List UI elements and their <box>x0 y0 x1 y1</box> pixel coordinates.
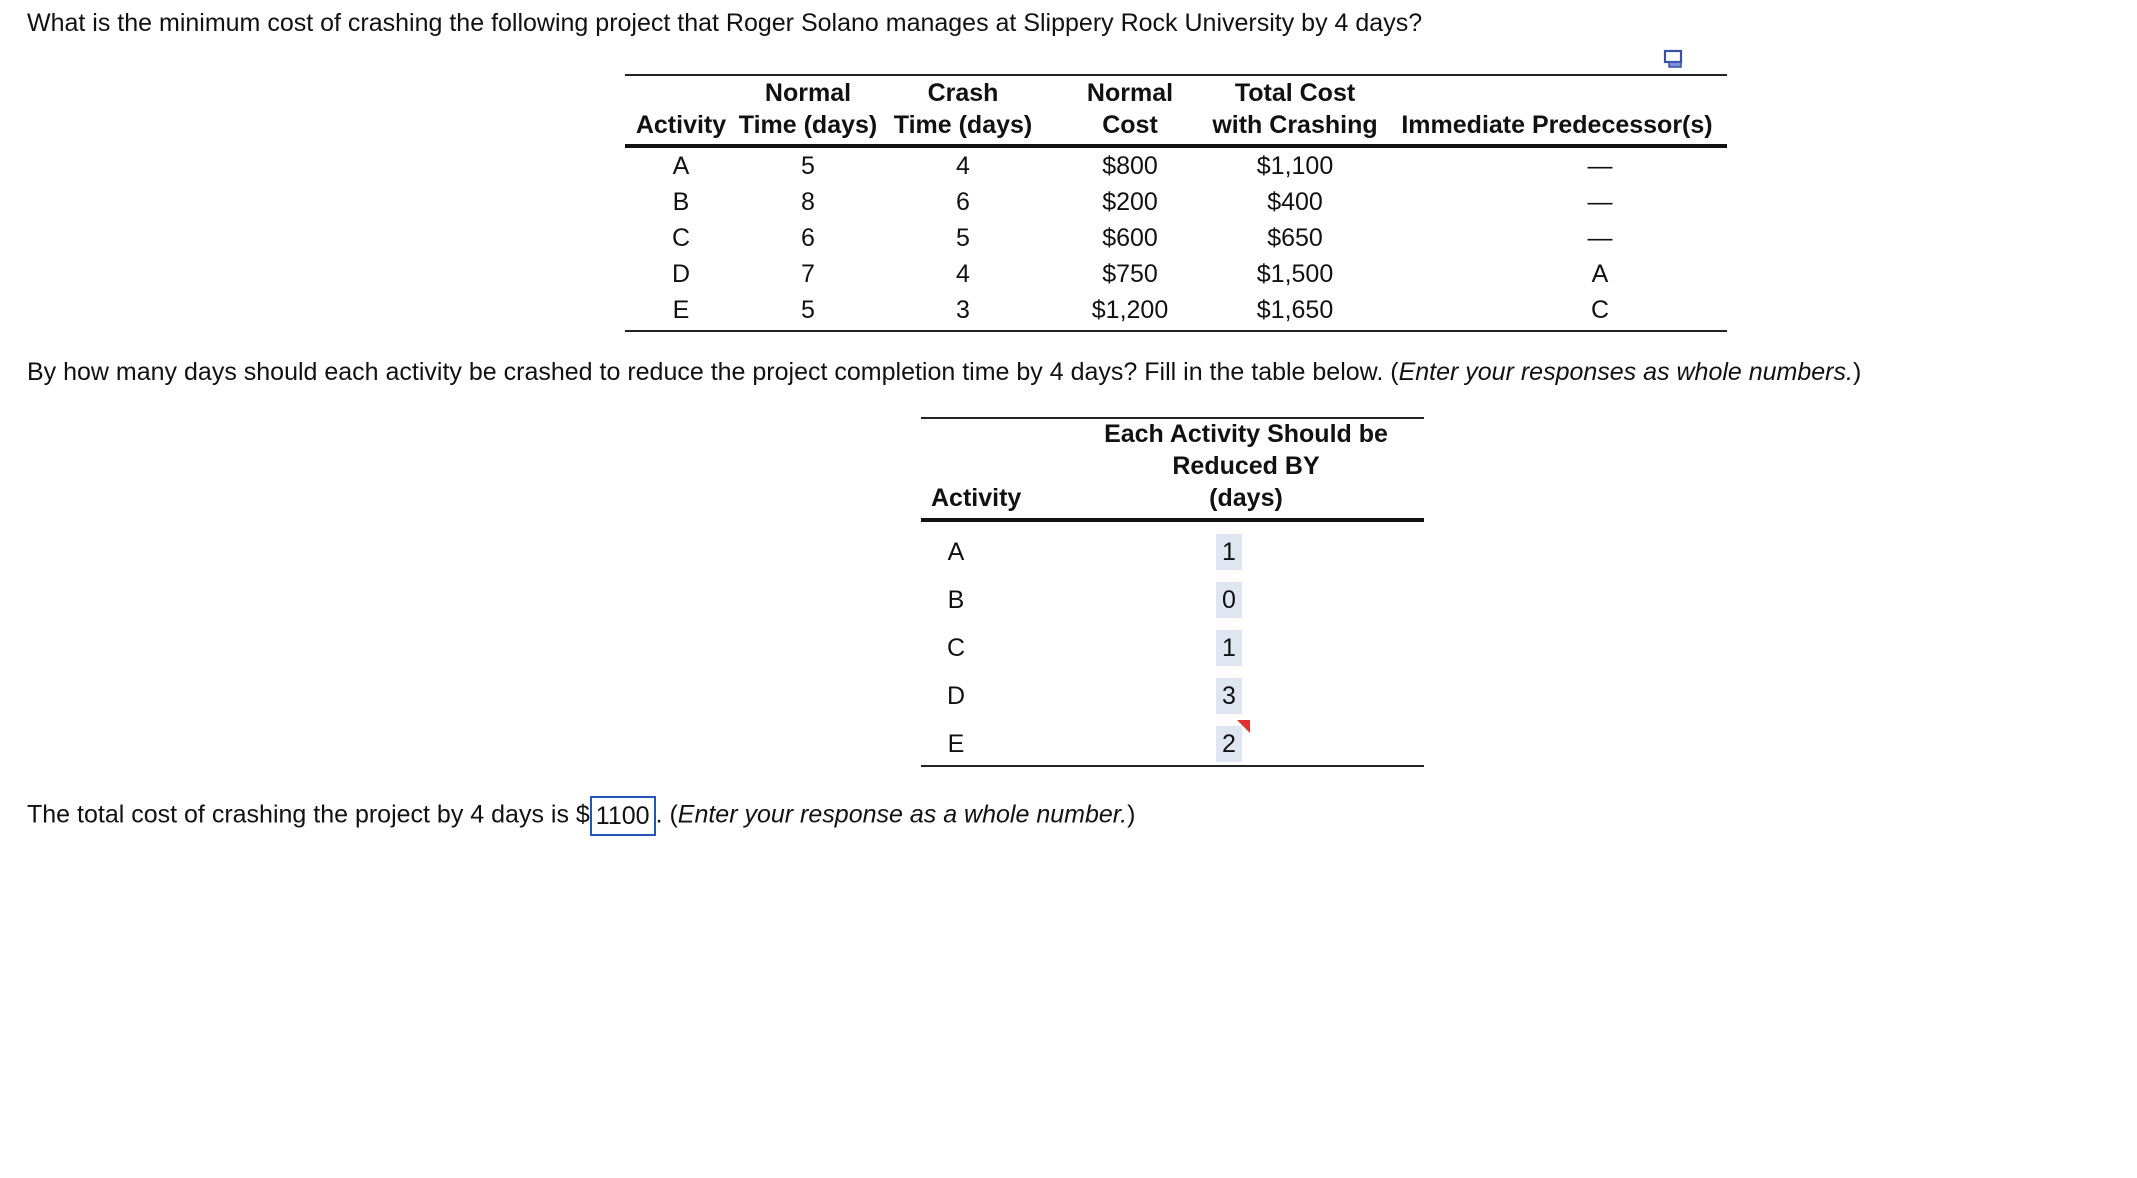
cell-predecessor: C <box>1590 296 1610 324</box>
cell-normal-cost: $600 <box>1102 224 1158 252</box>
col-reduce-header-3: (days) <box>1209 484 1283 512</box>
cell-predecessor: — <box>1587 152 1613 180</box>
part2-prompt-end: ) <box>1852 358 1862 386</box>
answer-field-e[interactable] <box>1216 726 1242 762</box>
part3-suffix-end: ) <box>1127 800 1136 829</box>
cell-activity: E <box>672 296 690 324</box>
part3-suffix-pre: . ( <box>655 800 678 829</box>
cell-normal-time: 8 <box>801 188 815 216</box>
cell-total-cost: $400 <box>1267 188 1323 216</box>
col-normal-cost-header-2: Cost <box>1102 111 1158 139</box>
cell-crash-time: 4 <box>956 152 970 180</box>
col-crash-time-header-2: Time (days) <box>893 111 1033 139</box>
cell-activity: B <box>672 188 690 216</box>
col-reduce-header-1: Each Activity Should be <box>1104 420 1388 448</box>
copy-table-icon[interactable] <box>1663 48 1685 70</box>
cell-normal-cost: $1,200 <box>1091 296 1169 324</box>
incorrect-flag-icon <box>1237 720 1250 733</box>
cell-crash-time: 3 <box>956 296 970 324</box>
table-row <box>921 624 1424 672</box>
table-row <box>921 672 1424 720</box>
col-crash-time-header-1: Crash <box>927 79 999 107</box>
cell-crash-time: 5 <box>956 224 970 252</box>
answer-field-d[interactable] <box>1216 678 1242 714</box>
col-total-cost-header-1: Total Cost <box>1234 79 1356 107</box>
table-row <box>625 220 1727 256</box>
cell-normal-cost: $800 <box>1102 152 1158 180</box>
cell-total-cost: $1,100 <box>1256 152 1334 180</box>
col-normal-time-header-1: Normal <box>764 79 852 107</box>
cell-predecessor: — <box>1587 188 1613 216</box>
table-row <box>625 256 1727 292</box>
question-text: What is the minimum cost of crashing the following project that Roger Solano manages at Slippery Rock University by 4 days? <box>27 9 1423 37</box>
cell-normal-time: 5 <box>801 296 815 324</box>
part2-prompt <box>27 358 1861 387</box>
part3-line <box>27 800 1135 832</box>
cell-normal-time: 6 <box>801 224 815 252</box>
cell-activity: D <box>946 682 966 710</box>
cell-activity: C <box>946 634 966 662</box>
part2-prompt-text: By how many days should each activity be crashed to reduce the project completion time by 4 days? Fill in the table below. ( <box>27 358 1399 386</box>
cell-activity: A <box>947 538 965 566</box>
cell-total-cost: $1,650 <box>1256 296 1334 324</box>
part2-prompt-italic: Enter your responses as whole numbers. <box>1398 358 1853 386</box>
table1-bottom-rule <box>625 330 1727 332</box>
cell-normal-time: 7 <box>801 260 815 288</box>
table1-header <box>625 77 1727 143</box>
cell-total-cost: $1,500 <box>1256 260 1334 288</box>
table-row <box>921 528 1424 576</box>
cell-activity: A <box>672 152 690 180</box>
cell-crash-time: 6 <box>956 188 970 216</box>
cell-crash-time: 4 <box>956 260 970 288</box>
col-normal-cost-header-1: Normal <box>1086 79 1174 107</box>
table-row <box>921 576 1424 624</box>
answer-field-b[interactable] <box>1216 582 1242 618</box>
answer-field-c[interactable] <box>1216 630 1242 666</box>
col-predecessor-header: Immediate Predecessor(s) <box>1401 111 1713 139</box>
total-cost-answer-field[interactable]: 1100 <box>590 796 656 836</box>
table-row <box>625 184 1727 220</box>
table-row <box>921 720 1424 768</box>
cell-activity: B <box>947 586 965 614</box>
cell-normal-cost: $200 <box>1102 188 1158 216</box>
col-activity-header: Activity <box>931 484 1022 512</box>
answer-field-a[interactable] <box>1216 534 1242 570</box>
answer-value: 1 <box>1216 630 1242 666</box>
table-row <box>625 292 1727 328</box>
cell-predecessor: A <box>1591 260 1609 288</box>
table2-header-rule <box>921 518 1424 522</box>
col-activity-header: Activity <box>635 111 727 139</box>
answer-value: 3 <box>1216 678 1242 714</box>
cell-activity: C <box>671 224 691 252</box>
answer-value: 1 <box>1216 534 1242 570</box>
table2-header <box>921 420 1424 516</box>
cell-activity: E <box>947 730 965 758</box>
answer-value: 0 <box>1216 582 1242 618</box>
part3-prefix: The total cost of crashing the project by 4 days is $ <box>27 800 590 829</box>
col-total-cost-header-2: with Crashing <box>1212 111 1378 139</box>
cell-total-cost: $650 <box>1267 224 1323 252</box>
cell-predecessor: — <box>1587 224 1613 252</box>
cell-normal-cost: $750 <box>1102 260 1158 288</box>
table1-top-rule <box>625 74 1727 76</box>
col-normal-time-header-2: Time (days) <box>738 111 878 139</box>
answer-value: 2 <box>1216 726 1242 762</box>
cell-activity: D <box>671 260 691 288</box>
part3-suffix-italic: Enter your response as a whole number. <box>677 800 1128 829</box>
table-row <box>625 148 1727 184</box>
cell-normal-time: 5 <box>801 152 815 180</box>
col-reduce-header-2: Reduced BY <box>1172 452 1320 480</box>
